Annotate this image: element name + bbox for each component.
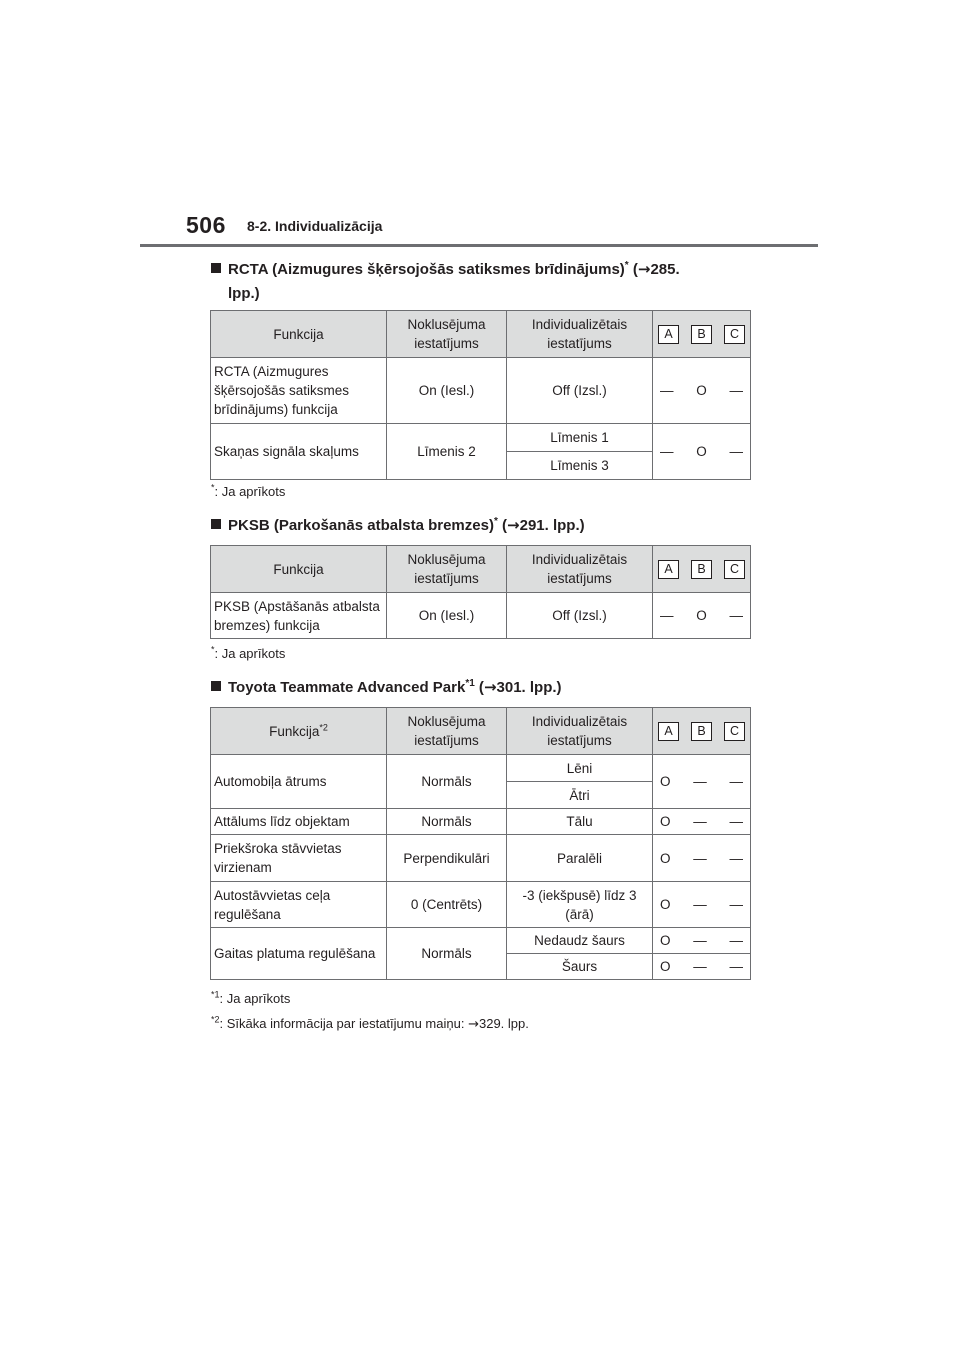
square-bullet-icon [211, 681, 221, 691]
rcta-footnote: *: Ja aprīkots [211, 482, 286, 499]
header-rule [140, 244, 818, 247]
table-row: Priekšroka stāvvietas virzienam Perpendikulāri Paralēli O — — [211, 835, 751, 882]
col-header-funkcija: Funkcija [211, 546, 387, 593]
table-row: Automobiļa ātrums Normāls Lēni O — — [211, 755, 751, 782]
rcta-table [210, 310, 751, 480]
col-header-custom: Individualizētais iestatījums [507, 546, 653, 593]
col-header-funkcija: Funkcija [211, 311, 387, 358]
rcta-heading: RCTA (Aizmugures šķērsojošās satiksmes brīdinājums)* (→285. lpp.) [211, 257, 680, 306]
col-header-abc [653, 546, 751, 593]
table-row: Attālums līdz objektam Normāls Tālu O — — [211, 809, 751, 835]
square-bullet-icon [211, 263, 221, 273]
square-bullet-icon [211, 519, 221, 529]
badge-c: C [724, 722, 745, 741]
tap-footnote-1: $^{*1}$: Ja aprīkots [211, 989, 291, 1006]
pksb-heading: PKSB (Parkošanās atbalsta bremzes)* (→291. lpp.) [211, 513, 585, 538]
col-header-funkcija: Funkcija$^{*2}$ [211, 708, 387, 755]
table-row: Ātri [211, 782, 751, 809]
col-header-default: Noklusējuma iestatījums [387, 546, 507, 593]
table-header-row [211, 546, 751, 593]
section-title: 8-2. Individualizācija [247, 218, 383, 234]
table-row: Šaurs O — — [211, 954, 751, 980]
tap-heading: Toyota Teammate Advanced Park$^{*1}$ (→301. lpp.) [211, 675, 562, 700]
badge-a: A [658, 722, 679, 741]
badge-a: A [658, 325, 679, 344]
badge-a: A [658, 560, 679, 579]
badge-c: C [724, 325, 745, 344]
badge-b: B [691, 560, 712, 579]
page-header [0, 0, 960, 250]
pksb-table [210, 545, 751, 639]
badge-b: B [691, 722, 712, 741]
col-header-custom: Individualizētais iestatījums [507, 708, 653, 755]
badge-b: B [691, 325, 712, 344]
table-row: PKSB (Apstāšanās atbalsta bremzes) funkcija On (Iesl.) Off (Izsl.) — O — [211, 593, 751, 639]
table-row: Gaitas platuma regulēšana Normāls Nedaudz šaurs O — — [211, 928, 751, 954]
col-header-custom: Individualizētais iestatījums [507, 311, 653, 358]
table-row: Skaņas signāla skaļums Līmenis 2 Līmenis 1 — O — [211, 424, 751, 452]
page-number: 506 [186, 212, 226, 238]
table-header-row [211, 708, 751, 755]
badge-c: C [724, 560, 745, 579]
table-row: RCTA (Aizmugures šķērsojošās satiksmes brīdinājums) funkcija On (Iesl.) Off (Izsl.) — O — [211, 358, 751, 424]
pksb-footnote: *: Ja aprīkots [211, 644, 286, 661]
table-header-row [211, 311, 751, 358]
col-header-abc [653, 311, 751, 358]
col-header-default: Noklusējuma iestatījums [387, 311, 507, 358]
table-row: Autostāvvietas ceļa regulēšana 0 (Centrēts) -3 (iekšpusē) līdz 3 (ārā) O — — [211, 882, 751, 928]
tap-table [210, 707, 751, 980]
table-row: Līmenis 3 [211, 452, 751, 480]
tap-footnote-2: $^{*2}$: Sīkāka informācija par iestatījumu maiņu: →329. lpp. [211, 1014, 529, 1032]
col-header-abc [653, 708, 751, 755]
col-header-default: Noklusējuma iestatījums [387, 708, 507, 755]
